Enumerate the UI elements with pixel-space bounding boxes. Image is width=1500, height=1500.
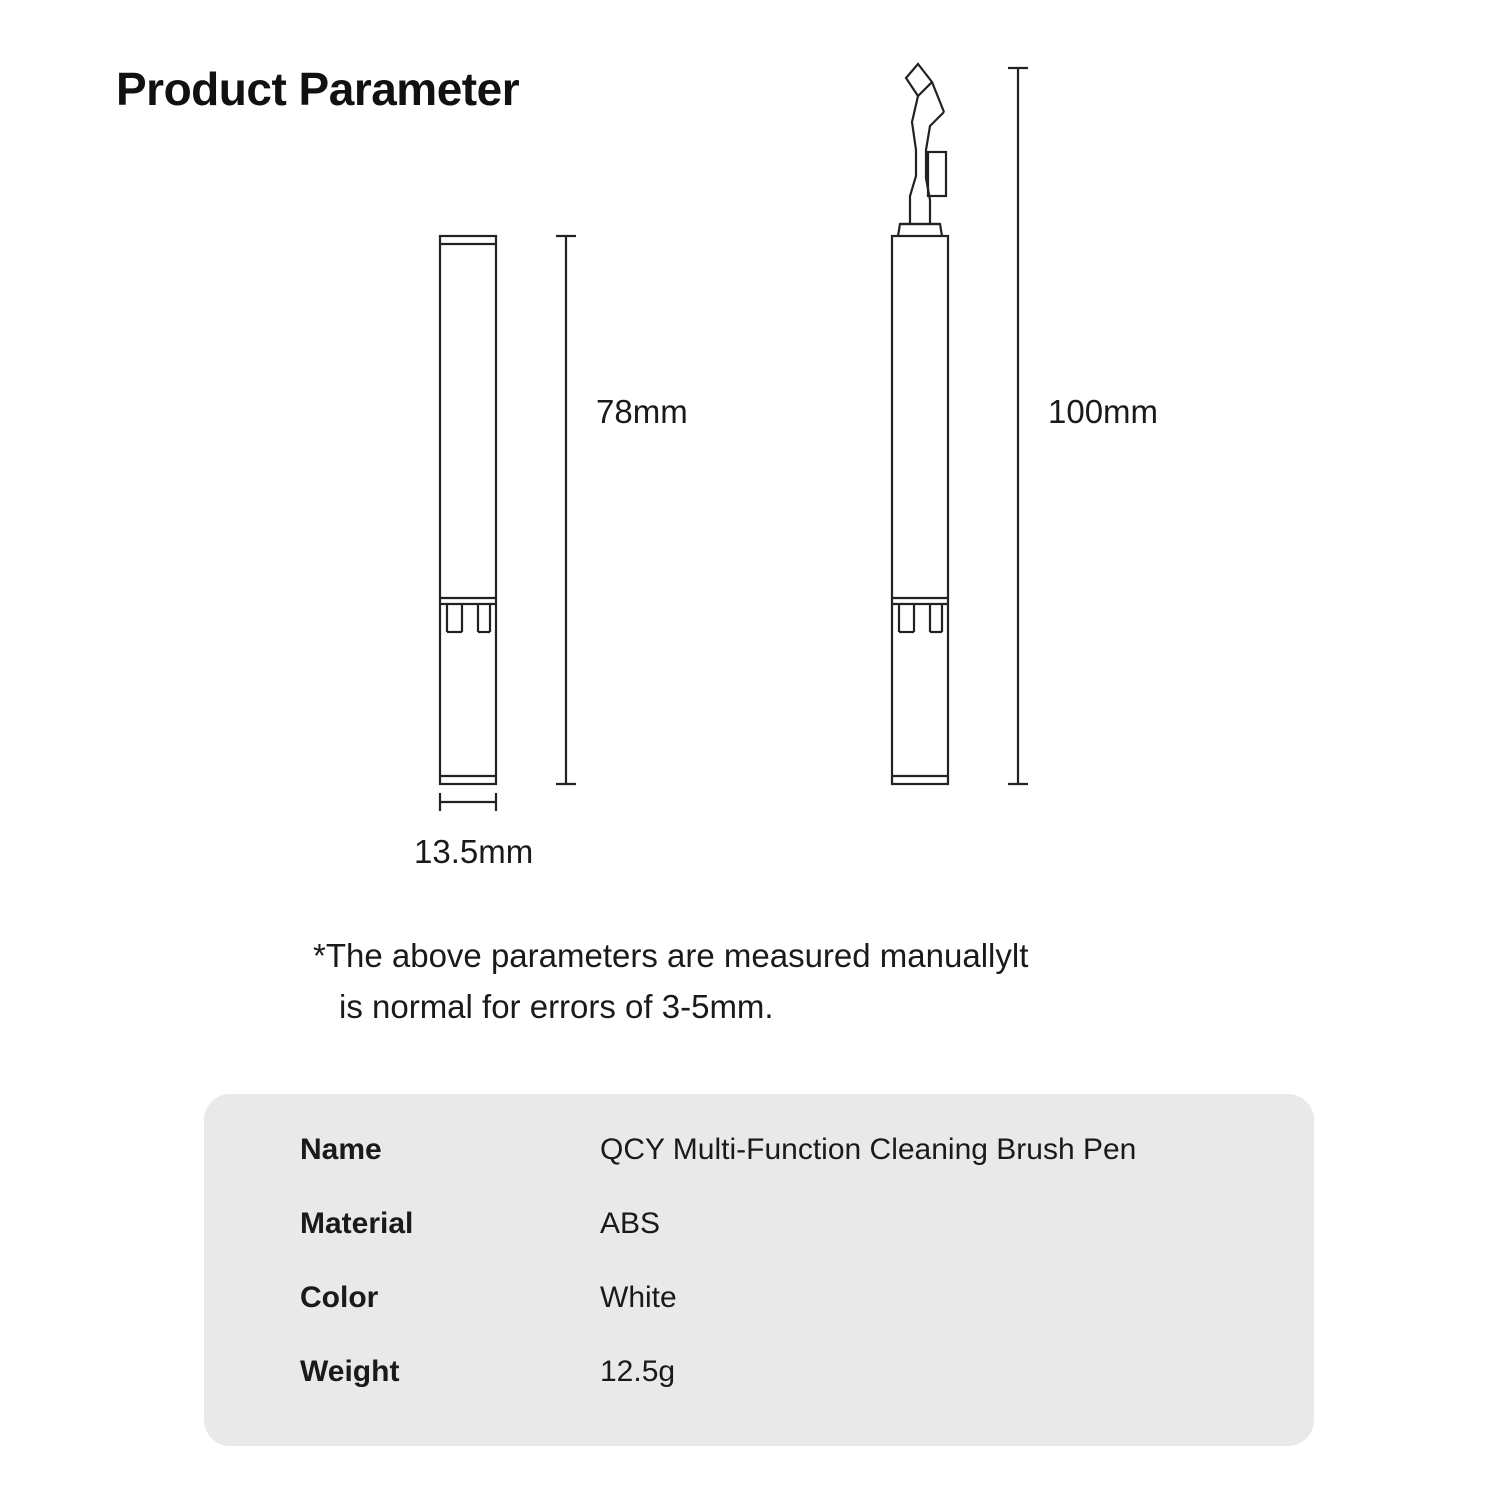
spec-value: White [600,1281,677,1314]
right-height-label: 100mm [1048,393,1159,430]
left-product-outline [440,236,496,784]
spec-key: Color [300,1281,379,1314]
measurement-note-line1: *The above parameters are measured manuallylt [313,937,1029,974]
table-row [300,1355,1300,1389]
table-row [300,1281,1300,1355]
spec-key: Material [300,1207,414,1240]
spec-value: QCY Multi-Function Cleaning Brush Pen [600,1133,1137,1166]
table-row [300,1133,1300,1207]
spec-key: Weight [300,1355,400,1388]
table-row [300,1207,1300,1281]
spec-table [300,1133,1300,1389]
left-width-dimension [440,793,496,811]
spec-value: 12.5g [600,1355,676,1388]
right-product-outline [892,64,948,784]
page-title: Product Parameter [116,63,520,115]
left-width-label: 13.5mm [414,833,534,870]
spec-value: ABS [600,1207,661,1240]
left-height-dimension [556,236,576,784]
measurement-note [313,930,1293,1032]
right-height-dimension [1008,68,1028,784]
measurement-note-line2: is normal for errors of 3-5mm. [339,988,774,1026]
left-height-label: 78mm [596,393,688,430]
spec-key: Name [300,1133,382,1166]
